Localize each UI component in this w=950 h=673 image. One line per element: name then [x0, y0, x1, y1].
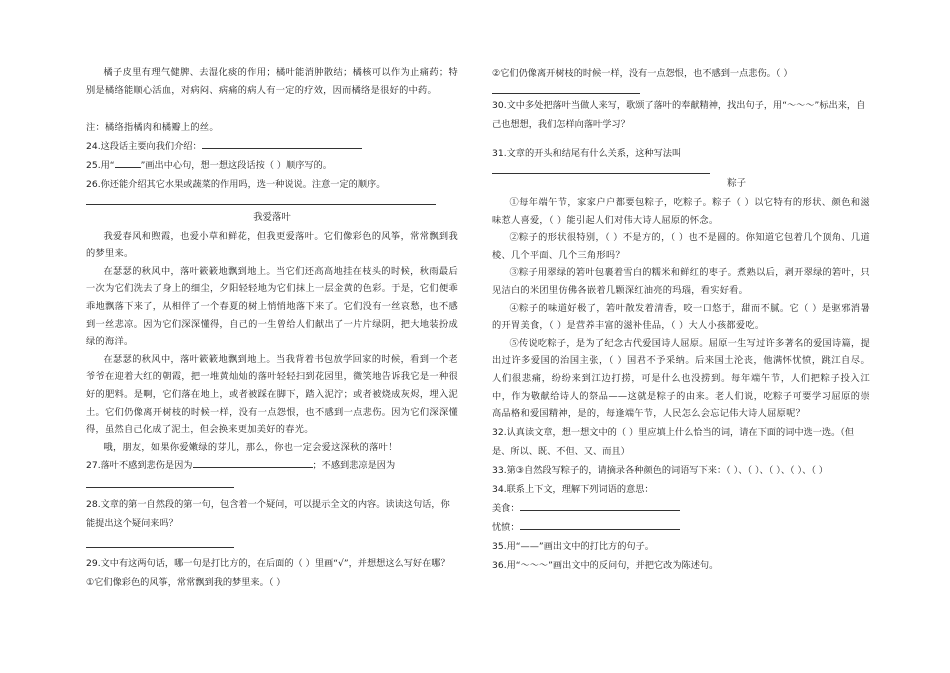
question-29-option-1: ①它们像彩色的风筝，常常飘到我的梦里来。（ ）	[86, 577, 286, 589]
note: 注：橘络指橘肉和橘瓣上的丝。	[86, 122, 219, 133]
question-29: 29.文中有这两句话，哪一句是打比方的，在后面的（ ）里画“√”，并想想这么写好在哪？	[86, 558, 450, 570]
question-35: 35.用“——”画出文中的打比方的句子。	[492, 540, 654, 552]
zongzi-paragraph-5: ⑤传说吃粽子，是为了纪念古代爱国诗人屈原。屈原一生写过许多著名的爱国诗篇，提出过许多爱国的治国主张，（ ）国君不予采纳。后来国土沦丧，他满怀忧愤，跳江自尽。人们很悲痛，纷纷来到江边打捞，可是什么也没捞到。每年端午节，人们把粽子投入江中，作为敬献给诗人的祭品——这就是粽子的由来。老人们说，吃粽子可要学习屈原的崇高品格和爱国精神，是的，每逢端午节，人民怎么会忘记伟大诗人屈原呢？	[492, 337, 870, 420]
question-28: 28.文章的第一自然段的第一句，包含着一个疑问，可以提示全文的内容。读读这句话，你能提出这个疑问来吗？	[86, 499, 450, 530]
zongzi-paragraph-2: ②粽子的形状很特别，（ ）不是方的，（ ）也不是圆的。你知道它包着几个顶角、几道棱、几个平面、几个三角形吗？	[492, 232, 870, 261]
answer-blank-27a[interactable]	[193, 467, 313, 468]
zongzi-paragraph-3: ③粽子用翠绿的箬叶包裹着雪白的糯米和鲜红的枣子。煮熟以后，剥开翠绿的箬叶，只见洁白的米团里仿佛各嵌着几颗深红油亮的玛瑙，看实好看。	[492, 267, 870, 296]
question-30: 30.文中多处把落叶当做人来写，歌颂了落叶的奉献精神，找出句子，用“～～～”标出来，自己也想想，我们怎样向落叶学习？	[492, 100, 866, 130]
question-25-text-b: ”画出中心句，想一想这段话按（ ）顺序写的。	[140, 159, 332, 171]
question-32: 32.认真读文章，想一想文中的（ ）里应填上什么恰当的词，请在下面的词中选一选。（但是、所以、既、不但、又、而且）	[492, 426, 855, 457]
question-27-text-a: 27.落叶不感到悲伤是因为	[86, 460, 193, 472]
essay-title-zongzi: 粽子	[727, 178, 746, 189]
answer-line-26[interactable]	[86, 204, 436, 205]
answer-line-28[interactable]	[86, 547, 234, 548]
essay-paragraph-3: 在瑟瑟的秋风中，落叶簌簌地飘到地上。当我背着书包放学回家的时候，看到一个老爷爷在迎着大红的朝霞，把一堆黄灿灿的落叶轻轻扫到花园里，微笑地告诉我它是一种很好的肥料。是啊，它们落在地上，或者被踩在脚下，踏入泥泞；或者被烧成灰烬，埋入泥土。它们仍像离开树枝的时候一样，没有一点怨恨，也不感到一点悲伤。因为它们深深懂得，虽然自己化成了泥土，但会换来更加美好的春光。	[86, 353, 458, 436]
question-26: 26.你还能介绍其它水果或蔬菜的作用吗，选一种说说。注意一定的顺序。	[86, 178, 386, 190]
question-27	[86, 456, 458, 475]
question-34-b	[492, 518, 870, 537]
answer-blank-34b[interactable]	[520, 529, 680, 530]
question-33: 33.第③自然段写粽子的，请摘录各种颜色的词语写下来：（ ）、（ ）、（ ）、（ ）、（ ）	[492, 464, 828, 476]
question-29-option-2: ②它们仍像离开树枝的时候一样，没有一点怨恨，也不感到一点悲伤。（ ）	[492, 68, 793, 79]
answer-line-27[interactable]	[86, 487, 234, 488]
question-25-text-a: 25.用“	[86, 159, 115, 171]
question-24-text: 24.这段话主要向我们介绍：	[86, 140, 202, 152]
essay-paragraph-1: 我爱春风和煦霞，也爱小草和鲜花，但我更爱落叶。它们像彩色的风筝，常常飘到我的梦里来。	[86, 230, 458, 260]
question-25	[86, 156, 458, 175]
right-column	[492, 64, 870, 575]
answer-line-29[interactable]	[492, 93, 640, 94]
answer-blank-25[interactable]	[115, 167, 141, 168]
answer-blank-34a[interactable]	[520, 510, 680, 511]
essay-paragraph-4: 哦，朋友，如果你爱嫩绿的芽儿，那么，你也一定会爱这深秋的落叶！	[103, 441, 398, 453]
question-31: 31.文章的开头和结尾有什么关系，这种写法叫	[492, 148, 682, 159]
question-36: 36.用“～～～”画出文中的反问句，并把它改为陈述句。	[492, 559, 719, 571]
essay-title-falling-leaves: 我爱落叶	[253, 211, 291, 223]
question-34-a	[492, 499, 870, 518]
zongzi-paragraph-4: ④粽子的味道好极了，箬叶散发着清香，咬一口悠于，甜而不腻。它（ ）是驱邪消暑的开胃美食，（ ）是营养丰富的滋补佳品，（ ）大人小孩都爱吃。	[492, 302, 870, 332]
question-34: 34.联系上下文，理解下列词语的意思：	[492, 483, 654, 495]
left-column	[86, 64, 458, 592]
question-34-b-label: 忧愤：	[492, 521, 520, 533]
answer-blank-24[interactable]	[202, 148, 362, 149]
zongzi-paragraph-1: ①每年端午节，家家户户都要包粽子，吃粽子。粽子（ ）以它特有的形状、颜色和滋味惹人喜爱，（ ）能引起人们对伟大诗人屈原的怀念。	[492, 197, 870, 226]
essay-paragraph-2: 在瑟瑟的秋风中，落叶簌簌地飘到地上。当它们还高高地挂在枝头的时候，秋雨最后一次为它们洗去了身上的细尘，夕阳轻轻地为它们抹上一层金黄的色彩。于是，它们便乖乖地飘落下来了，从相伴了一个春夏的树上悄悄地落下来了。它们没有一丝哀愁，也不感到一丝悲凉。因为它们深深懂得，自己的一生曾给人们献出了一片片绿阴，把大地装扮成绿的海洋。	[86, 265, 458, 348]
question-34-a-label: 美食：	[492, 502, 520, 514]
intro-paragraph: 橘子皮里有理气健脾、去湿化痰的作用；橘叶能消肿散结；橘核可以作为止痛药；特别是橘络能顺心活血，对病闷、病痛的病人有一定的疗效，因而橘络是很好的中药。	[86, 67, 458, 96]
question-24	[86, 137, 458, 156]
question-27-text-b: ；不感到悲凉是因为	[312, 460, 396, 472]
